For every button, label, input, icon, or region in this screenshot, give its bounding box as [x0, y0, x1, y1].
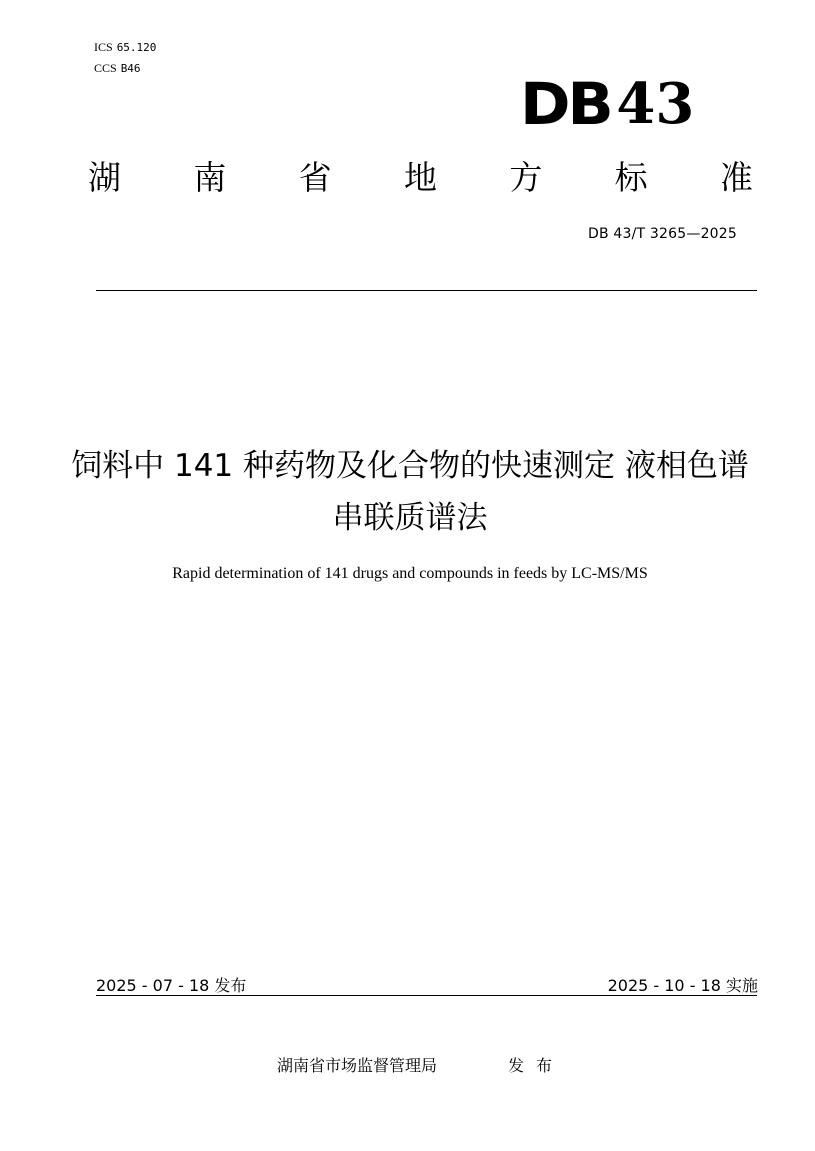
standard-number: DB 43/T 3265—2025 — [587, 226, 737, 242]
logo-number: 43 — [616, 71, 695, 137]
standard-title-char: 方 — [509, 158, 543, 197]
ccs-code — [94, 61, 141, 76]
ics-value: 65.120 — [116, 41, 157, 54]
top-divider — [96, 290, 757, 291]
standard-title-char: 南 — [193, 158, 227, 197]
ics-label: ICS — [94, 40, 113, 54]
standard-type-title — [88, 158, 753, 198]
implement-date: 2025 - 10 - 18 实施 — [607, 976, 758, 995]
bottom-divider — [96, 995, 757, 996]
issue-label: 发布 — [508, 1056, 565, 1075]
db43-logo — [520, 70, 695, 138]
document-title-cn: 饲料中 141 种药物及化合物的快速测定 液相色谱串联质谱法 — [71, 448, 749, 536]
document-title-en: Rapid determination of 141 drugs and compounds in feeds by LC-MS/MS — [172, 565, 648, 582]
ccs-value: B46 — [120, 62, 141, 75]
standard-title-char: 准 — [719, 158, 753, 197]
publish-date: 2025 - 07 - 18 发布 — [96, 976, 247, 995]
standard-title-char: 省 — [298, 158, 332, 197]
ics-code — [94, 40, 156, 55]
logo-letters: DB — [520, 70, 611, 138]
standard-title-char: 地 — [403, 158, 437, 197]
issuing-authority: 湖南省市场监督管理局 — [277, 1056, 438, 1075]
standard-title-char: 标 — [614, 158, 648, 197]
standard-title-char: 湖 — [88, 158, 121, 197]
ccs-label: CCS — [94, 61, 117, 75]
